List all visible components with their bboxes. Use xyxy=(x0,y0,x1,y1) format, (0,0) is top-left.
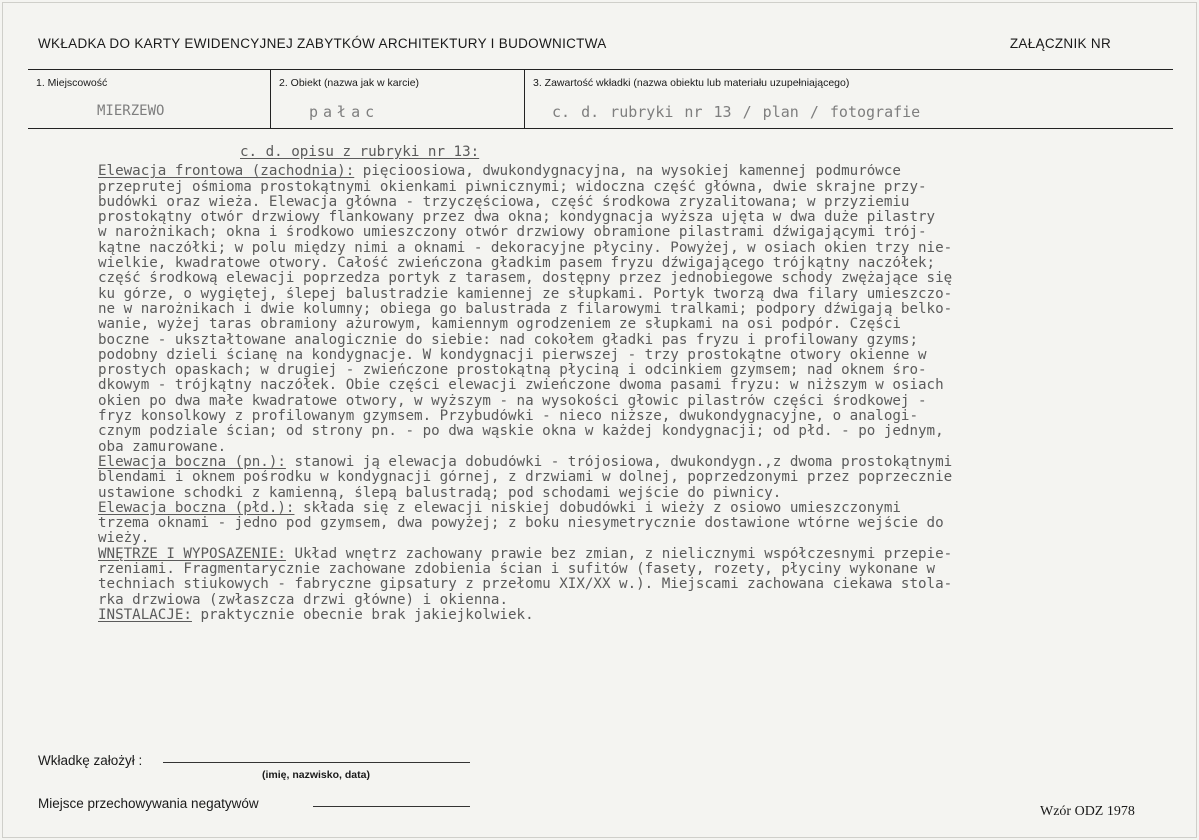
text-line xyxy=(98,577,1118,592)
line-text: blendami i oknem pośrodku w kondygnacji górnej, z drzwiami w dolnej, poprzedzonymi przez poprzecznie xyxy=(98,470,953,486)
contents-value: c. d. rubryki nr 13 / plan / fotografie xyxy=(552,103,921,121)
section-title: Elewacja frontowa (zachodnia): xyxy=(98,164,355,180)
section-installations xyxy=(98,608,1118,623)
line-text: budówki oraz wieża. Elewacja główna - trzyczęściowa, część środkowa zryzalitowana; w przyziemiu xyxy=(98,194,910,210)
line-text: dkowym - trójkątny naczółek. Obie części elewacji zwieńczone dwoma pasami fryzu: w niższym w osiach xyxy=(98,378,944,394)
text-line xyxy=(98,317,1118,332)
text-line xyxy=(98,455,1118,470)
text-line xyxy=(98,424,1118,439)
text-line xyxy=(98,180,1118,195)
section-title: Elewacja boczna (płd.): xyxy=(98,500,295,516)
line-text: podobny dzieli ścianę na kondygnacje. W kondygnacji pierwszej - trzy prostokątne otwory okienne w xyxy=(98,347,927,363)
line-text: rzeniami. Fragmentarycznie zachowane zdobienia ścian i sufitów (fasety, rozety, płyciny wykonane w xyxy=(98,562,936,578)
text-line xyxy=(98,210,1118,225)
line-text: fryz konsolkowy z profilowanym gzymsem. Przybudówki - nieco niższe, dwukondygnacyjne, o analogi- xyxy=(98,409,918,425)
text-line xyxy=(98,333,1118,348)
text-line xyxy=(98,225,1118,240)
prepared-by-hint: (imię, nazwisko, data) xyxy=(262,769,370,781)
object-value: pałac xyxy=(309,103,380,121)
object-label: 2. Obiekt (nazwa jak w karcie) xyxy=(279,77,420,89)
form-code: Wzór ODZ 1978 xyxy=(1040,804,1135,819)
prepared-by-label: Wkładkę założył : xyxy=(38,753,143,768)
line-text: rka drzwiowa (zwłaszcza drzwi główne) i okienna. xyxy=(98,592,508,608)
line-text: stanowi ją elewacja dobudówki - trójosiowa, dwukondygn.,z dwoma prostokątnymi xyxy=(285,454,953,470)
text-line xyxy=(98,394,1118,409)
form-title: WKŁADKA DO KARTY EWIDENCYJNEJ ZABYTKÓW ARCHITEKTURY I BUDOWNICTWA xyxy=(38,36,607,51)
section-north-elevation xyxy=(98,455,1118,501)
text-line xyxy=(98,409,1118,424)
line-text: część środkową elewacji poprzedza portyk z tarasem, dostępny przez jednobiegowe schody zwężające się xyxy=(98,271,953,287)
continuation-heading: c. d. opisu z rubryki nr 13: xyxy=(240,145,480,160)
negatives-storage-label: Miejsce przechowywania negatywów xyxy=(38,796,259,811)
line-text: wielkie, kwadratowe otwory. Całość zwieńczona gładkim pasem fryzu dźwigającego trójkątny naczółek; xyxy=(98,256,936,272)
line-text: techniach stiukowych - fabryczne gipsatury z przełomu XIX/XX w.). Miejscami zachowana ciekawa stola- xyxy=(98,577,953,593)
line-text: okien po dwa małe kwadratowe otwory, w wyższym - na wysokości głowic pilastrów części środkowej - xyxy=(98,393,927,409)
prepared-by-line xyxy=(163,762,470,763)
text-line xyxy=(98,593,1118,608)
section-title: INSTALACJE: xyxy=(98,607,192,623)
text-line xyxy=(98,302,1118,317)
section-title: Elewacja boczna (pn.): xyxy=(98,454,286,470)
description-body xyxy=(98,145,1118,623)
locality-value: MIERZEWO xyxy=(97,103,165,119)
line-text: trzema oknami - jedno pod gzymsem, dwa powyżej; z boku niesymetrycznie dostawione wtórne wejście do xyxy=(98,516,944,532)
text-line xyxy=(98,164,1118,179)
line-text: pięcioosiowa, dwukondygnacyjna, na wysokiej kamennej podmurówce xyxy=(354,164,901,180)
section-interior xyxy=(98,547,1118,608)
text-line xyxy=(98,378,1118,393)
text-line xyxy=(98,440,1118,455)
section-front-elevation xyxy=(98,164,1118,455)
line-text: ustawione schodki z kamienną, ślepą balustradą; pod schodami wejście do piwnicy. xyxy=(98,485,782,501)
object-field xyxy=(270,70,525,128)
text-line xyxy=(98,348,1118,363)
text-line xyxy=(98,363,1118,378)
line-text: wanie, wyżej taras obramiony ażurowym, kamiennym ogrodzeniem ze słupkami na osi podpór. Części xyxy=(98,317,901,333)
contents-label: 3. Zawartość wkładki (nazwa obiektu lub materiału uzupełniającego) xyxy=(533,77,850,89)
line-text: ku górze, o wygiętej, ślepej balustradzie kamiennej ze słupkami. Portyk tworzą dwa filary umieszczo- xyxy=(98,286,953,302)
line-text: wieży. xyxy=(98,531,150,547)
line-text: składa się z elewacji niskiej dobudówki i wieży z osiowo umieszczonymi xyxy=(294,500,901,516)
line-text: boczne - ukształtowane analogicznie do siebie: nad cokołem gładki pas fryzu i profilowany gzyms; xyxy=(98,332,918,348)
line-text: w narożnikach; okna i środkowo umieszczony otwór drzwiowy obramione pilastrami dźwigającymi trój- xyxy=(98,225,927,241)
line-text: ne w narożnikach i dwie kolumny; obiega go balustrada z filarowymi tralkami; podpory dźwigają belko- xyxy=(98,301,953,317)
line-text: praktycznie obecnie brak jakiejkolwiek. xyxy=(191,607,534,623)
text-line xyxy=(98,501,1118,516)
line-text: prostokątny otwór drzwiowy flankowany przez dwa okna; kondygnacja wyższa ujęta w dwa duże pilastry xyxy=(98,210,936,226)
line-text: oba zamurowane. xyxy=(98,439,227,455)
locality-label: 1. Miejscowość xyxy=(36,77,108,89)
line-text: kątne naczółki; w polu między nimi a oknami - dekoracyjne płyciny. Powyżej, w osiach okien trzy nie- xyxy=(98,240,953,256)
text-line xyxy=(98,531,1118,546)
text-line xyxy=(98,516,1118,531)
text-line xyxy=(98,608,1118,623)
text-line xyxy=(98,470,1118,485)
text-line xyxy=(98,256,1118,271)
text-line xyxy=(98,486,1118,501)
locality-field xyxy=(28,70,270,128)
contents-field xyxy=(524,70,1174,128)
text-line xyxy=(98,241,1118,256)
text-line xyxy=(98,195,1118,210)
section-south-elevation xyxy=(98,501,1118,547)
header-fields-table xyxy=(28,69,1173,129)
line-text: przeprutej ośmioma prostokątnymi okienkami piwnicznymi; widoczna część główna, dwie skrajne przy- xyxy=(98,179,927,195)
section-title: WNĘTRZE I WYPOSAŻENIE: xyxy=(98,546,286,562)
attachment-label: ZAŁĄCZNIK NR xyxy=(1009,36,1111,51)
line-text: Układ wnętrz zachowany prawie bez zmian, z nielicznymi współczesnymi przepie- xyxy=(285,546,953,562)
text-line xyxy=(98,562,1118,577)
text-line xyxy=(98,287,1118,302)
line-text: cznym podziale ścian; od strony pn. - po dwa wąskie okna w każdej kondygnacji; od płd. - po jednym, xyxy=(98,424,944,440)
text-line xyxy=(98,271,1118,286)
negatives-storage-line xyxy=(313,806,470,807)
text-line xyxy=(98,547,1118,562)
line-text: prostych opaskach; w drugiej - zwieńczone prostokątną płyciną i odcinkiem gzymsem; nad oknem śro- xyxy=(98,363,927,379)
